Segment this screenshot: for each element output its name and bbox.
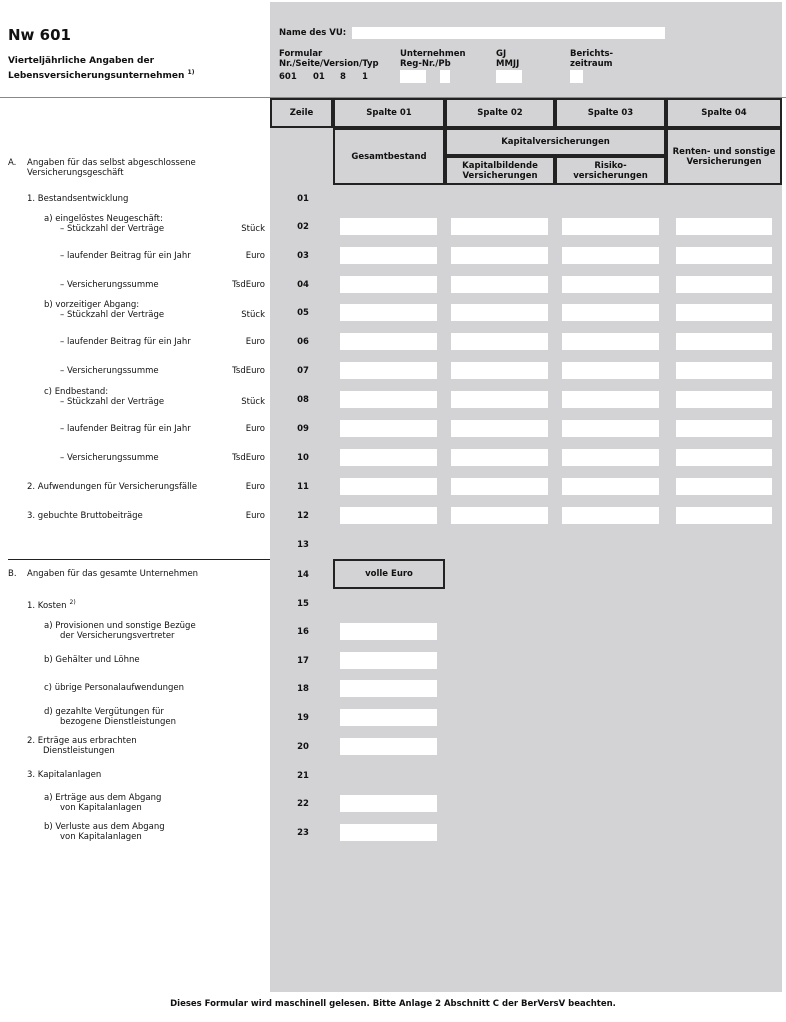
row-label-text: 1. Kosten bbox=[27, 600, 67, 611]
row-label bbox=[27, 770, 101, 780]
zeile-number: 01 bbox=[297, 194, 309, 204]
gj-input[interactable] bbox=[496, 70, 522, 83]
value-input-spalte-04[interactable] bbox=[676, 391, 772, 408]
value-input-spalte-04[interactable] bbox=[676, 362, 772, 379]
row-label-line-2: der Versicherungsvertreter bbox=[60, 631, 175, 641]
value-input-spalte-04[interactable] bbox=[676, 276, 772, 293]
section-b-label: B. bbox=[8, 569, 17, 579]
value-input-spalte-02[interactable] bbox=[451, 276, 548, 293]
spalte-01-header: Spalte 01 bbox=[333, 98, 445, 128]
zeile-number: 12 bbox=[297, 511, 309, 521]
row-unit: Stück bbox=[241, 397, 265, 407]
zeile-number: 15 bbox=[297, 599, 309, 609]
zeile-number: 19 bbox=[297, 713, 309, 723]
risiko-line-1: Risiko- bbox=[594, 160, 627, 171]
zeile-number: 23 bbox=[297, 828, 309, 838]
row-label-text: a) Provisionen und sonstige Bezüge bbox=[44, 621, 196, 631]
kapitalversicherungen-header: Kapitalversicherungen bbox=[445, 128, 666, 156]
row-sublabel: – Versicherungssumme bbox=[60, 280, 159, 290]
value-input-volle-euro[interactable] bbox=[340, 652, 437, 669]
zeile-number: 22 bbox=[297, 799, 309, 809]
value-input-spalte-01[interactable] bbox=[340, 391, 437, 408]
value-input-volle-euro[interactable] bbox=[340, 709, 437, 726]
value-input-volle-euro[interactable] bbox=[340, 680, 437, 697]
value-input-spalte-03[interactable] bbox=[562, 333, 659, 350]
value-input-spalte-02[interactable] bbox=[451, 362, 548, 379]
value-input-spalte-02[interactable] bbox=[451, 507, 548, 524]
name-input[interactable] bbox=[352, 27, 665, 39]
bericht-label-2: zeitraum bbox=[570, 59, 613, 69]
row-label-line-2: von Kapitalanlagen bbox=[60, 803, 142, 813]
value-input-spalte-03[interactable] bbox=[562, 478, 659, 495]
section-a-line-2: Versicherungsgeschäft bbox=[27, 168, 124, 178]
row-label: a) eingelöstes Neugeschäft: bbox=[44, 214, 163, 224]
formular-value-version: 8 bbox=[340, 72, 346, 82]
row-unit: Euro bbox=[245, 251, 265, 261]
value-input-spalte-04[interactable] bbox=[676, 247, 772, 264]
value-input-spalte-02[interactable] bbox=[451, 304, 548, 321]
row-sublabel: – laufender Beitrag für ein Jahr bbox=[60, 251, 191, 261]
value-input-spalte-02[interactable] bbox=[451, 218, 548, 235]
section-b-title: Angaben für das gesamte Unternehmen bbox=[27, 569, 199, 579]
zeile-number: 20 bbox=[297, 742, 309, 752]
row-label-text: 2. Erträge aus erbrachten bbox=[27, 736, 137, 746]
row-label-line-2: Dienstleistungen bbox=[43, 746, 115, 756]
renten-line-1: Renten- und sonstige bbox=[672, 146, 776, 157]
value-input-spalte-02[interactable] bbox=[451, 478, 548, 495]
gj-label bbox=[496, 49, 519, 69]
row-label bbox=[44, 655, 140, 665]
gj-label-1: GJ bbox=[496, 49, 507, 59]
value-input-spalte-03[interactable] bbox=[562, 420, 659, 437]
bericht-label-1: Berichts- bbox=[570, 49, 614, 59]
bericht-label bbox=[570, 49, 613, 69]
zeile-number: 13 bbox=[297, 540, 309, 550]
renten-line-2: Versicherungen bbox=[686, 156, 762, 167]
row-label: b) vorzeitiger Abgang: bbox=[44, 300, 140, 310]
value-input-spalte-03[interactable] bbox=[562, 247, 659, 264]
value-input-spalte-01[interactable] bbox=[340, 218, 437, 235]
value-input-spalte-04[interactable] bbox=[676, 304, 772, 321]
value-input-spalte-03[interactable] bbox=[562, 391, 659, 408]
gesamtbestand-header: Gesamtbestand bbox=[333, 128, 445, 185]
pb-input[interactable] bbox=[440, 70, 450, 83]
spalte-04-header: Spalte 04 bbox=[666, 98, 782, 128]
zeile-number: 04 bbox=[297, 280, 309, 290]
row-unit: Stück bbox=[241, 310, 265, 320]
formular-label-2: Nr./Seite/Version/Typ bbox=[279, 59, 379, 69]
zeile-number: 08 bbox=[297, 395, 309, 405]
row-label-text: b) Gehälter und Löhne bbox=[44, 655, 140, 665]
row-unit: Stück bbox=[241, 224, 265, 234]
row-label-text: a) Erträge aus dem Abgang bbox=[44, 793, 162, 803]
unternehmen-label-1: Unternehmen bbox=[400, 49, 466, 59]
row-label bbox=[44, 707, 164, 717]
zeile-number: 21 bbox=[297, 771, 309, 781]
row-label: 1. Bestandsentwicklung bbox=[27, 194, 129, 204]
row-label-text: 3. Kapitalanlagen bbox=[27, 770, 102, 780]
zeile-number: 05 bbox=[297, 308, 309, 318]
row-label bbox=[27, 598, 76, 611]
value-input-spalte-04[interactable] bbox=[676, 218, 772, 235]
value-input-volle-euro[interactable] bbox=[340, 738, 437, 755]
value-input-spalte-01[interactable] bbox=[340, 362, 437, 379]
zeile-number: 02 bbox=[297, 222, 309, 232]
kapitalbildende-header bbox=[445, 156, 555, 185]
zeile-number: 03 bbox=[297, 251, 309, 261]
row-sublabel: – Stückzahl der Verträge bbox=[60, 310, 165, 320]
subtitle-line-1: Vierteljährliche Angaben der bbox=[8, 56, 155, 66]
row-label bbox=[27, 736, 137, 746]
formular-value-nr: 601 bbox=[279, 72, 297, 82]
formular-label bbox=[279, 49, 379, 69]
row-label bbox=[44, 822, 165, 832]
reg-nr-input[interactable] bbox=[400, 70, 426, 83]
section-a-title bbox=[27, 158, 196, 178]
footnote-marker: 2) bbox=[69, 599, 76, 606]
value-input-spalte-04[interactable] bbox=[676, 449, 772, 466]
section-a-label: A. bbox=[8, 158, 17, 168]
value-input-spalte-04[interactable] bbox=[676, 420, 772, 437]
value-input-spalte-01[interactable] bbox=[340, 507, 437, 524]
zeile-header: Zeile bbox=[270, 98, 333, 128]
row-unit: TsdEuro bbox=[232, 366, 265, 376]
form-code: Nw 601 bbox=[8, 26, 71, 44]
value-input-spalte-03[interactable] bbox=[562, 362, 659, 379]
zeile-number: 06 bbox=[297, 337, 309, 347]
spalte-03-header: Spalte 03 bbox=[555, 98, 666, 128]
row-label-line-2: von Kapitalanlagen bbox=[60, 832, 142, 842]
row-unit: TsdEuro bbox=[232, 280, 265, 290]
formular-value-typ: 1 bbox=[362, 72, 368, 82]
value-input-spalte-03[interactable] bbox=[562, 304, 659, 321]
zeile-number: 09 bbox=[297, 424, 309, 434]
value-input-volle-euro[interactable] bbox=[340, 824, 437, 841]
row-label-text: d) gezahlte Vergütungen für bbox=[44, 707, 164, 717]
zeile-number: 18 bbox=[297, 684, 309, 694]
value-input-spalte-01[interactable] bbox=[340, 333, 437, 350]
value-input-spalte-04[interactable] bbox=[676, 333, 772, 350]
row-label: 3. gebuchte Bruttobeiträge bbox=[27, 511, 143, 521]
risiko-header bbox=[555, 156, 666, 185]
value-input-spalte-02[interactable] bbox=[451, 247, 548, 264]
row-unit: Euro bbox=[245, 337, 265, 347]
berichtszeitraum-input[interactable] bbox=[570, 70, 583, 83]
row-sublabel: – Versicherungssumme bbox=[60, 366, 159, 376]
value-input-spalte-03[interactable] bbox=[562, 507, 659, 524]
gj-label-2: MMJJ bbox=[496, 59, 520, 69]
form-subtitle bbox=[8, 56, 194, 82]
row-sublabel: – laufender Beitrag für ein Jahr bbox=[60, 337, 191, 347]
row-unit: Euro bbox=[245, 511, 265, 521]
value-input-spalte-02[interactable] bbox=[451, 449, 548, 466]
row-label: c) Endbestand: bbox=[44, 387, 109, 397]
value-input-spalte-01[interactable] bbox=[340, 276, 437, 293]
row-label bbox=[44, 621, 196, 631]
value-input-spalte-03[interactable] bbox=[562, 276, 659, 293]
value-input-spalte-01[interactable] bbox=[340, 449, 437, 466]
row-label bbox=[44, 793, 161, 803]
value-input-spalte-01[interactable] bbox=[340, 247, 437, 264]
section-a-line-1: Angaben für das selbst abgeschlossene bbox=[27, 158, 196, 168]
row-label-text: b) Verluste aus dem Abgang bbox=[44, 822, 165, 832]
row-label: 2. Aufwendungen für Versicherungsfälle bbox=[27, 482, 198, 492]
value-input-spalte-01[interactable] bbox=[340, 478, 437, 495]
volle-euro-header: volle Euro bbox=[333, 559, 445, 589]
unternehmen-label bbox=[400, 49, 466, 69]
row-sublabel: – laufender Beitrag für ein Jahr bbox=[60, 424, 191, 434]
row-sublabel: – Stückzahl der Verträge bbox=[60, 224, 165, 234]
row-unit: Euro bbox=[245, 424, 265, 434]
subtitle-line-2: Lebensversicherungsunternehmen bbox=[8, 71, 185, 81]
value-input-spalte-04[interactable] bbox=[676, 478, 772, 495]
row-label-text: c) übrige Personalaufwendungen bbox=[44, 683, 184, 693]
value-input-volle-euro[interactable] bbox=[340, 795, 437, 812]
row-unit: TsdEuro bbox=[232, 453, 265, 463]
value-input-spalte-01[interactable] bbox=[340, 304, 437, 321]
unternehmen-label-2: Reg-Nr./Pb bbox=[400, 59, 451, 69]
value-input-spalte-02[interactable] bbox=[451, 333, 548, 350]
zeile-number: 14 bbox=[297, 570, 309, 580]
row-sublabel: – Versicherungssumme bbox=[60, 453, 159, 463]
name-label: Name des VU: bbox=[279, 28, 347, 38]
value-input-spalte-03[interactable] bbox=[562, 218, 659, 235]
value-input-volle-euro[interactable] bbox=[340, 623, 437, 640]
value-input-spalte-01[interactable] bbox=[340, 420, 437, 437]
value-input-spalte-02[interactable] bbox=[451, 391, 548, 408]
formular-value-seite: 01 bbox=[313, 72, 325, 82]
kapitalbildende-line-1: Kapitalbildende bbox=[462, 160, 538, 171]
value-input-spalte-03[interactable] bbox=[562, 449, 659, 466]
spalte-02-header: Spalte 02 bbox=[445, 98, 555, 128]
zeile-number: 16 bbox=[297, 627, 309, 637]
zeile-number: 11 bbox=[297, 482, 309, 492]
renten-header bbox=[666, 128, 782, 185]
row-label-line-2: bezogene Dienstleistungen bbox=[60, 717, 177, 727]
value-input-spalte-02[interactable] bbox=[451, 420, 548, 437]
formular-label-1: Formular bbox=[279, 49, 323, 59]
subtitle-footnote: 1) bbox=[187, 69, 195, 76]
kapitalbildende-line-2: Versicherungen bbox=[462, 170, 538, 181]
zeile-number: 10 bbox=[297, 453, 309, 463]
row-sublabel: – Stückzahl der Verträge bbox=[60, 397, 165, 407]
zeile-number: 07 bbox=[297, 366, 309, 376]
row-unit: Euro bbox=[245, 482, 265, 492]
zeile-number: 17 bbox=[297, 656, 309, 666]
footer-note: Dieses Formular wird maschinell gelesen. Bitte Anlage 2 Abschnitt C der BerVersV beachten. bbox=[170, 999, 616, 1009]
row-label bbox=[44, 683, 184, 693]
section-divider bbox=[8, 559, 270, 560]
value-input-spalte-04[interactable] bbox=[676, 507, 772, 524]
risiko-line-2: versicherungen bbox=[573, 170, 648, 181]
